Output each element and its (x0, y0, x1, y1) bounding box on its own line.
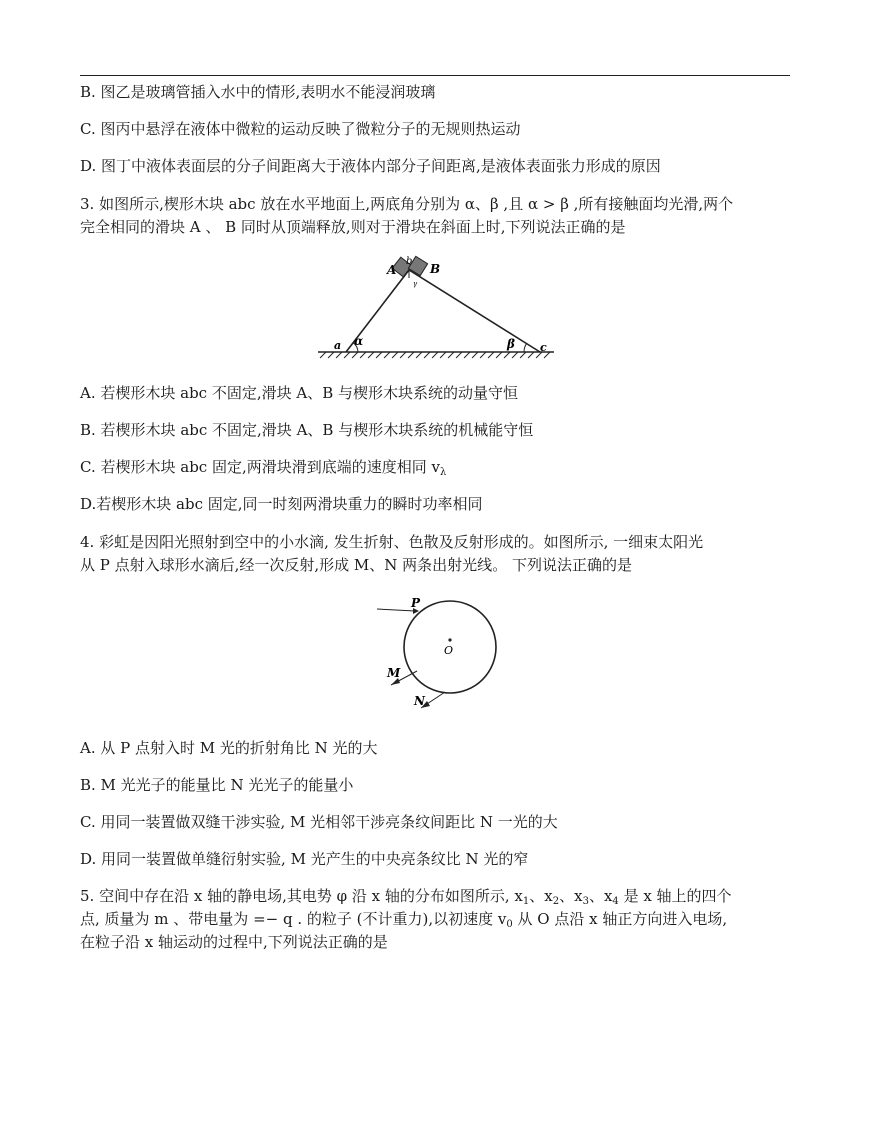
q4-stem-line2: 从 P 点射入球形水滴后,经一次反射,形成 M、N 两条出射光线。 下列说法正确的是 (80, 556, 632, 574)
q5-l1-a: 5. 空间中存在沿 x 轴的静电场,其电势 φ 沿 x 轴的分布如图所示, x (80, 887, 523, 905)
q4-option-a: A. 从 P 点射入时 M 光的折射角比 N 光的大 (80, 739, 378, 757)
q3-option-c-subscript: λ (439, 467, 447, 478)
q5-sub-4: 4 (612, 896, 619, 907)
q4-stem-line1: 4. 彩虹是因阳光照射到空中的小水滴, 发生折射、色散及反射形成的。如图所示, 一细束太阳光 (80, 533, 704, 551)
q5-l1-d: 、x (588, 887, 613, 905)
q3-option-d: D.若楔形木块 abc 固定,同一时刻两滑块重力的瞬时功率相同 (80, 495, 483, 513)
center-dot (448, 638, 451, 641)
q3-stem-line2: 完全相同的滑块 A 、 B 同时从顶端释放,则对于滑块在斜面上时,下列说法正确的是 (80, 218, 626, 236)
q5-sub-0: 0 (506, 919, 513, 930)
q2-option-b: B. 图乙是玻璃管插入水中的情形,表明水不能浸润玻璃 (80, 83, 436, 101)
label-alpha: α (354, 334, 364, 348)
label-a-block: A (387, 263, 397, 277)
q3-option-a: A. 若楔形木块 abc 不固定,滑块 A、B 与楔形木块系统的动量守恒 (80, 384, 519, 402)
q2-option-d: D. 图丁中液体表面层的分子间距离大于液体内部分子间距离,是液体表面张力形成的原因 (80, 157, 661, 175)
q5-l2-b: 从 O 点沿 x 轴正方向进入电场, (512, 910, 728, 928)
beta-arc (524, 344, 527, 353)
q3-option-c (80, 457, 446, 477)
q5-stem-line1 (80, 886, 732, 906)
label-c-vertex: c (540, 341, 547, 354)
incident-ray (377, 609, 415, 611)
label-b-block: B (430, 262, 441, 276)
droplet-figure (365, 590, 510, 720)
q4-option-b: B. M 光光子的能量比 N 光光子的能量小 (80, 776, 354, 794)
q4-option-d: D. 用同一装置做单缝衍射实验, M 光产生的中央亮条纹比 N 光的窄 (80, 850, 529, 868)
ground-hatch (318, 352, 554, 358)
header-rule (80, 75, 790, 76)
wedge-figure (310, 252, 560, 362)
q3-option-b: B. 若楔形木块 abc 不固定,滑块 A、B 与楔形木块系统的机械能守恒 (80, 421, 534, 439)
label-n: N (414, 694, 425, 708)
q2-option-c: C. 图丙中悬浮在液体中微粒的运动反映了微粒分子的无规则热运动 (80, 120, 521, 138)
q5-sub-2: 2 (552, 896, 560, 907)
q5-sub-3: 3 (582, 896, 589, 907)
q5-sub-1: 1 (522, 896, 530, 907)
q3-stem-line1: 3. 如图所示,楔形木块 abc 放在水平地面上,两底角分别为 α、β ,且 α > β ,所有接触面均光滑,两个 (80, 195, 734, 213)
label-o: O (444, 644, 454, 657)
q5-l1-c: 、x (559, 887, 583, 905)
label-m: M (387, 666, 401, 680)
label-p: P (411, 596, 421, 610)
q5-stem-line3: 在粒子沿 x 轴运动的过程中,下列说法正确的是 (80, 933, 388, 951)
label-b-vertex: b (406, 256, 413, 267)
q5-l2-a: 点, 质量为 m 、带电量为 =− q . 的粒子 (不计重力),以初速度 v (80, 910, 507, 928)
q5-l1-b: 、x (529, 887, 553, 905)
q4-option-c: C. 用同一装置做双缝干涉实验, M 光相邻干涉亮条纹间距比 N 一光的大 (80, 813, 558, 831)
q5-l1-e: 是 x 轴上的四个 (618, 887, 732, 905)
q5-stem-line2 (80, 909, 727, 929)
q3-option-c-text: C. 若楔形木块 abc 固定,两滑块滑到底端的速度相同 v (80, 458, 440, 476)
label-beta: β (507, 337, 515, 351)
label-a-vertex: a (334, 339, 342, 352)
label-gamma: γ (413, 280, 418, 288)
